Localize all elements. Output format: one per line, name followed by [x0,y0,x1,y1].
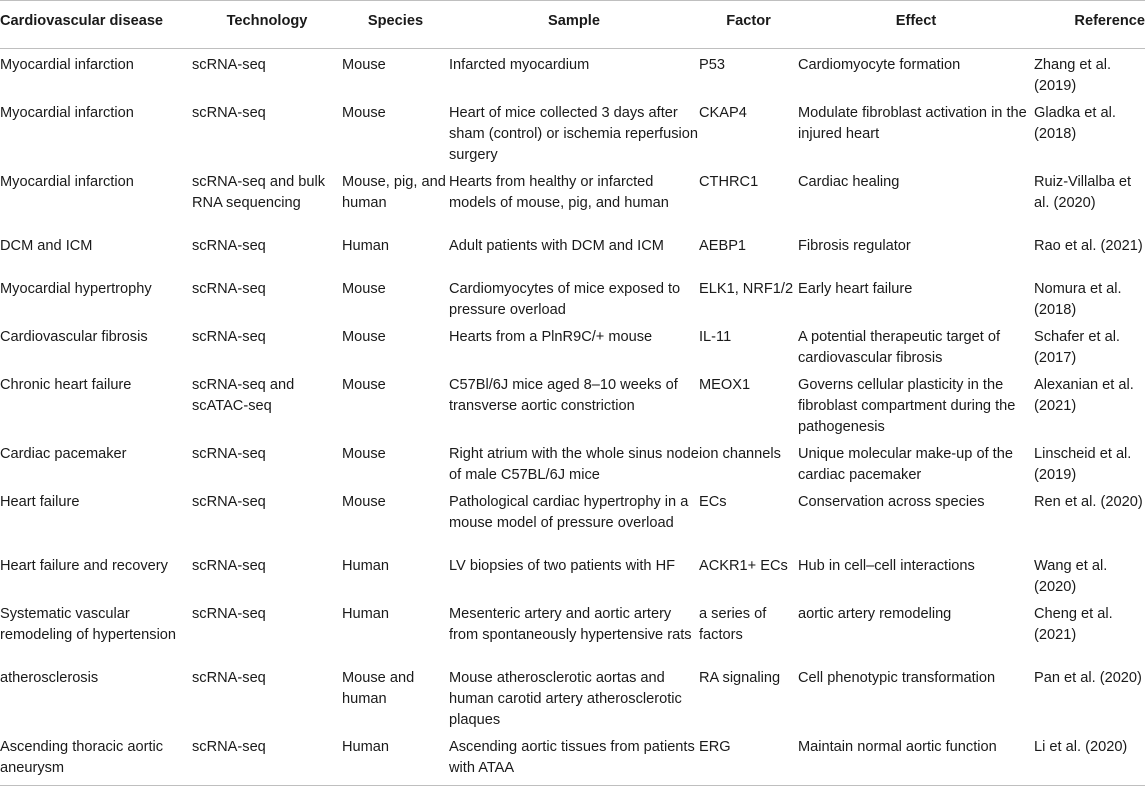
cell-text: Unique molecular make-up of the cardiac pacemaker [798,446,1013,483]
cell-text: Gladka et al. (2018) [1034,105,1116,142]
cell-text: ERG [699,739,731,755]
cell-sample [449,731,699,785]
cell-factor [699,438,798,486]
cell-text: scRNA-seq [192,329,266,345]
cell-text: Chronic heart failure [0,377,132,393]
cell-text: Mouse [342,281,386,297]
cell-text: Ren et al. (2020) [1034,494,1143,510]
cell-reference [1034,369,1145,438]
cell-reference [1034,230,1145,273]
cell-text: ECs [699,494,727,510]
cell-text: Cardiac healing [798,174,900,190]
cell-text: Mesenteric artery and aortic artery from spontaneously hypertensive rats [449,606,692,643]
cell-text: aortic artery remodeling [798,606,952,622]
cell-text: Human [342,739,390,755]
table-body [0,49,1145,786]
cell-text: Ruiz-Villalba et al. (2020) [1034,174,1132,211]
cell-sample [449,49,699,98]
cell-text: Maintain normal aortic function [798,739,997,755]
cell-text: Mouse [342,377,386,393]
cell-disease [0,438,192,486]
cell-text: scRNA-seq [192,105,266,121]
cell-sample [449,438,699,486]
cell-disease [0,49,192,98]
table-row [0,97,1145,166]
table-row [0,369,1145,438]
table-row [0,49,1145,98]
header-cardiovascular-disease: Cardiovascular disease [0,13,164,29]
cell-species [342,438,449,486]
cell-effect [798,731,1034,785]
cell-species [342,662,449,731]
cell-text: MEOX1 [699,377,751,393]
cell-species [342,97,449,166]
cell-disease [0,598,192,662]
cell-text: Mouse [342,494,386,510]
cell-species [342,731,449,785]
cell-text: a series of factors [699,606,767,643]
cell-text: C57Bl/6J mice aged 8–10 weeks of transverse aortic constriction [449,377,678,414]
cell-factor [699,369,798,438]
cell-text: Early heart failure [798,281,913,297]
table-row [0,321,1145,369]
cell-technology [192,49,342,98]
header-species: Species [367,13,424,29]
cell-disease [0,731,192,785]
cell-technology [192,486,342,550]
cell-text: Pathological cardiac hypertrophy in a mouse model of pressure overload [449,494,689,531]
cell-technology [192,550,342,598]
cell-text: Schafer et al. (2017) [1034,329,1120,366]
cell-effect [798,321,1034,369]
cell-sample [449,97,699,166]
cell-technology [192,369,342,438]
cell-text: Ascending thoracic aortic aneurysm [0,739,164,776]
header-technology: Technology [226,13,308,29]
cell-text: scRNA-seq [192,606,266,622]
cell-effect [798,550,1034,598]
cell-species [342,369,449,438]
cell-text: Cheng et al. (2021) [1034,606,1113,643]
table-row [0,731,1145,785]
table-header-row [0,1,1145,49]
cell-factor [699,166,798,230]
table-row [0,550,1145,598]
cell-sample [449,486,699,550]
cell-factor [699,550,798,598]
cell-text: P53 [699,57,725,73]
cell-text: Hearts from healthy or infarcted models of mouse, pig, and human [449,174,669,211]
cell-text: Cardiac pacemaker [0,446,127,462]
table-row [0,438,1145,486]
cell-text: Mouse [342,329,386,345]
cell-text: Cardiomyocyte formation [798,57,961,73]
cell-text: Human [342,238,390,254]
cell-disease [0,662,192,731]
cell-species [342,166,449,230]
cell-text: scRNA-seq and bulk RNA sequencing [192,174,326,211]
cell-factor [699,321,798,369]
cell-text: RA signaling [699,670,781,686]
cell-reference [1034,49,1145,98]
cell-effect [798,662,1034,731]
cell-text: Governs cellular plasticity in the fibroblast compartment during the pathogenesis [798,377,1016,435]
cell-reference [1034,97,1145,166]
cell-text: Ascending aortic tissues from patients with ATAA [449,739,695,776]
cell-sample [449,321,699,369]
cell-text: scRNA-seq [192,558,266,574]
cell-text: Cardiomyocytes of mice exposed to pressure overload [449,281,681,318]
cell-text: Myocardial hypertrophy [0,281,152,297]
cell-text: Heart of mice collected 3 days after sham (control) or ischemia reperfusion surgery [449,105,698,163]
cell-text: scRNA-seq [192,57,266,73]
cell-text: Cell phenotypic transformation [798,670,996,686]
cell-reference [1034,550,1145,598]
table-row [0,273,1145,321]
table-row [0,598,1145,662]
cell-effect [798,97,1034,166]
cell-technology [192,166,342,230]
cell-technology [192,97,342,166]
cell-text: Mouse [342,446,386,462]
cell-text: Systematic vascular remodeling of hypertension [0,606,177,643]
cell-text: Fibrosis regulator [798,238,911,254]
cell-reference [1034,486,1145,550]
cell-effect [798,369,1034,438]
cell-text: Alexanian et al. (2021) [1034,377,1134,414]
cell-text: Mouse and human [342,670,415,707]
cell-text: Conservation across species [798,494,985,510]
cell-text: Nomura et al. (2018) [1034,281,1122,318]
cell-text: Human [342,558,390,574]
cell-text: scRNA-seq [192,670,266,686]
cell-text: Adult patients with DCM and ICM [449,238,664,254]
cell-text: scRNA-seq [192,446,266,462]
cell-reference [1034,321,1145,369]
cell-species [342,230,449,273]
cell-text: IL-11 [699,329,732,345]
cell-reference [1034,166,1145,230]
cell-sample [449,662,699,731]
cell-text: Myocardial infarction [0,174,134,190]
cell-factor [699,662,798,731]
cell-text: Modulate fibroblast activation in the injured heart [798,105,1027,142]
table-row [0,486,1145,550]
header-sample: Sample [548,13,600,29]
header-factor: Factor [726,13,771,29]
cell-technology [192,273,342,321]
cell-text: Linscheid et al. (2019) [1034,446,1132,483]
cell-disease [0,550,192,598]
cell-factor [699,97,798,166]
cell-effect [798,166,1034,230]
cell-technology [192,731,342,785]
cell-text: ACKR1+ ECs [699,558,788,574]
cell-effect [798,230,1034,273]
cell-text: Wang et al. (2020) [1034,558,1108,595]
table-row [0,662,1145,731]
cell-effect [798,486,1034,550]
cell-text: Zhang et al. (2019) [1034,57,1112,94]
cell-disease [0,230,192,273]
cell-factor [699,49,798,98]
cell-sample [449,273,699,321]
cell-factor [699,230,798,273]
cell-text: Heart failure and recovery [0,558,168,574]
cell-text: atherosclerosis [0,670,99,686]
table-row [0,166,1145,230]
cell-text: Infarcted myocardium [449,57,590,73]
cell-species [342,49,449,98]
cell-text: scRNA-seq [192,238,266,254]
cell-technology [192,438,342,486]
cell-species [342,486,449,550]
header-effect: Effect [895,13,937,29]
cell-text: Myocardial infarction [0,57,134,73]
cell-reference [1034,273,1145,321]
cell-effect [798,273,1034,321]
cell-technology [192,321,342,369]
cell-species [342,321,449,369]
cell-text: A potential therapeutic target of cardiovascular fibrosis [798,329,1001,366]
cell-disease [0,166,192,230]
cell-text: Li et al. (2020) [1034,739,1128,755]
cell-factor [699,486,798,550]
cell-sample [449,369,699,438]
cell-text: scRNA-seq and scATAC-seq [192,377,295,414]
header-reference: Reference [1074,13,1145,29]
cell-text: LV biopsies of two patients with HF [449,558,676,574]
cell-text: ELK1, NRF1/2 [699,281,794,297]
cell-disease [0,97,192,166]
cell-text: CKAP4 [699,105,747,121]
cell-text: Mouse atherosclerotic aortas and human carotid artery atherosclerotic plaques [449,670,682,728]
cell-text: DCM and ICM [0,238,93,254]
cell-text: Mouse [342,105,386,121]
table-row [0,230,1145,273]
cell-factor [699,731,798,785]
cell-text: scRNA-seq [192,281,266,297]
cell-reference [1034,598,1145,662]
cell-disease [0,486,192,550]
cell-species [342,273,449,321]
cell-technology [192,662,342,731]
cell-species [342,598,449,662]
cell-sample [449,598,699,662]
cell-text: Pan et al. (2020) [1034,670,1142,686]
cell-text: Hub in cell–cell interactions [798,558,975,574]
cell-reference [1034,662,1145,731]
cell-text: CTHRC1 [699,174,759,190]
cell-text: Human [342,606,390,622]
cell-reference [1034,438,1145,486]
cell-text: scRNA-seq [192,494,266,510]
cell-sample [449,166,699,230]
cell-disease [0,369,192,438]
cell-text: scRNA-seq [192,739,266,755]
cell-text: Mouse [342,57,386,73]
cell-effect [798,438,1034,486]
cell-text: Hearts from a PlnR9C/+ mouse [449,329,653,345]
cell-text: ion channels [699,446,781,462]
cell-text: Myocardial infarction [0,105,134,121]
cell-technology [192,230,342,273]
cell-species [342,550,449,598]
cell-effect [798,598,1034,662]
cell-text: AEBP1 [699,238,747,254]
cell-factor [699,598,798,662]
cell-text: Heart failure [0,494,80,510]
cell-text: Right atrium with the whole sinus node of male C57BL/6J mice [449,446,699,483]
cell-sample [449,550,699,598]
cell-text: Cardiovascular fibrosis [0,329,148,345]
cell-reference [1034,731,1145,785]
cell-text: Mouse, pig, and human [342,174,446,211]
cell-technology [192,598,342,662]
cell-sample [449,230,699,273]
cell-disease [0,273,192,321]
cell-effect [798,49,1034,98]
cell-text: Rao et al. (2021) [1034,238,1143,254]
cell-factor [699,273,798,321]
cell-disease [0,321,192,369]
